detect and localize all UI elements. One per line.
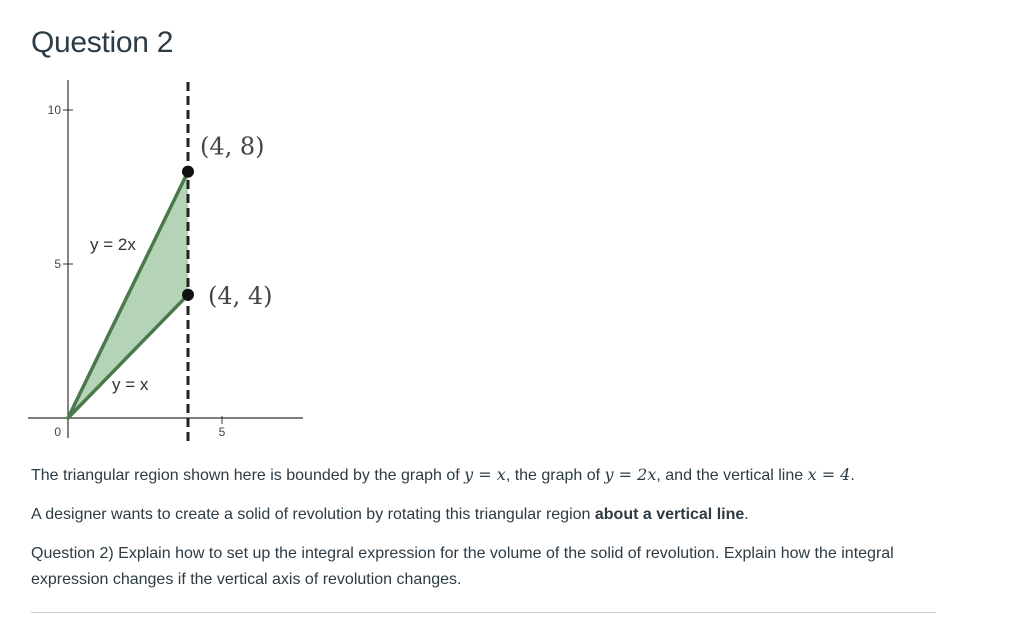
emphasis-vertical-line: about a vertical line <box>594 506 745 523</box>
text-segment: The triangular region shown here is bounded by the graph of <box>31 467 465 484</box>
math-y-equals-2x: y = 2x <box>604 465 657 484</box>
text-segment: . <box>850 467 855 484</box>
math-x-equals-4: x = 4 <box>807 465 851 484</box>
data-point <box>182 166 194 178</box>
paragraph-question-prompt: Question 2) Explain how to set up the integral expression for the volume of the solid of revolution. Explain how the integral expression changes if the vertical axis of revolution changes. <box>31 545 894 588</box>
question-title: Question 2 <box>31 26 174 59</box>
x-tick-label: 0 <box>54 425 61 439</box>
point-label: (4, 4) <box>208 281 273 310</box>
y-tick-label: 5 <box>54 257 61 271</box>
divider <box>31 612 936 613</box>
region-chart <box>0 0 340 455</box>
curve-label-y-equals-x: y = x <box>112 375 149 394</box>
paragraph-region-description <box>31 462 931 489</box>
curve-label-y-equals-2x: y = 2x <box>90 235 136 254</box>
text-segment: , the graph of <box>505 467 605 484</box>
text-segment: , and the vertical line <box>656 467 808 484</box>
data-point <box>182 289 194 301</box>
paragraph-designer <box>31 502 931 528</box>
question-text <box>31 462 931 593</box>
text-segment: . <box>744 506 749 523</box>
x-tick-label: 5 <box>218 425 226 439</box>
text-segment: A designer wants to create a solid of revolution by rotating this triangular region <box>31 506 595 523</box>
math-y-equals-x: y = x <box>464 465 506 484</box>
point-label: (4, 8) <box>200 132 265 161</box>
y-tick-label: 10 <box>47 103 61 117</box>
